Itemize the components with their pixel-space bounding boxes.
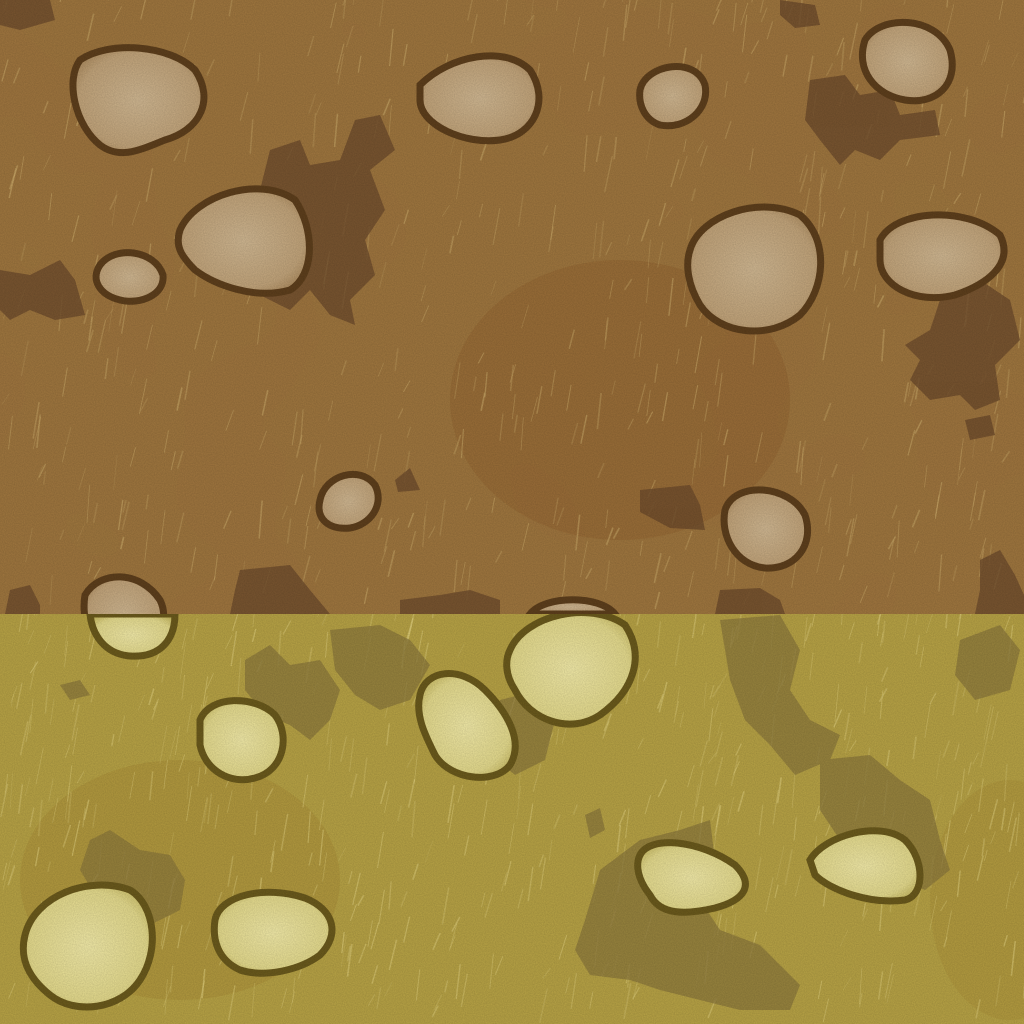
yellow-grain	[0, 614, 1024, 1024]
yellow-variant-tile	[0, 583, 1024, 1024]
